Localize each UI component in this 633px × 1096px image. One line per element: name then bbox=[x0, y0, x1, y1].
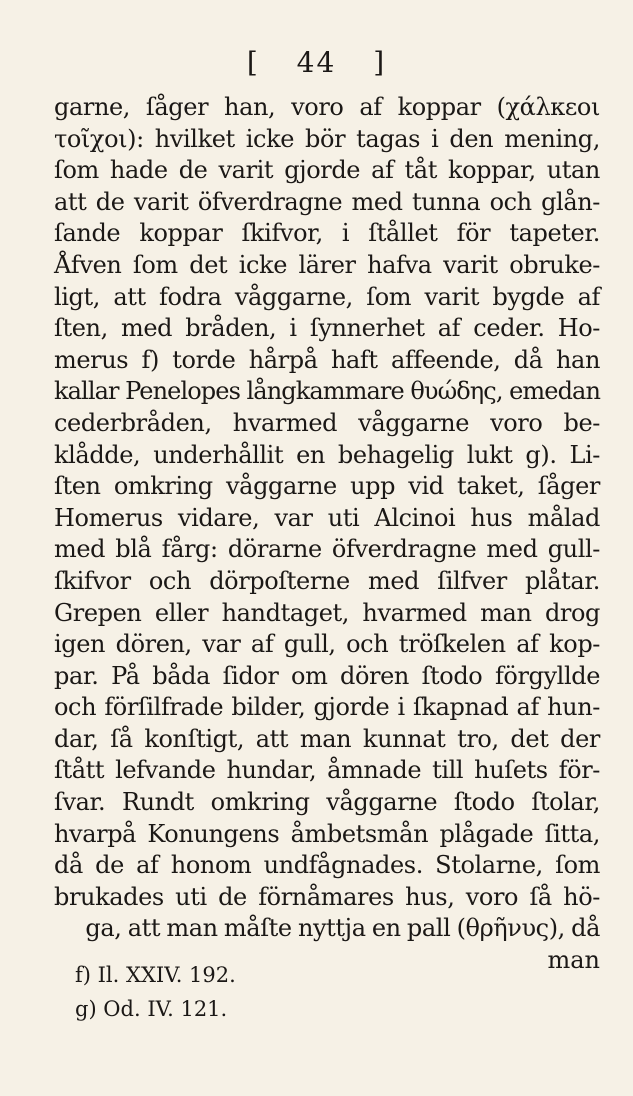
text-line: ſtått lefvande hundar, åmnade till huſets för- bbox=[54, 756, 600, 785]
text-line: dar, ſå konſtigt, att man kunnat tro, det der bbox=[54, 724, 600, 753]
footnote: g) Od. IV. 121. bbox=[75, 997, 228, 1021]
text-line: ſvar. Rundt omkring våggarne ſtodo ſtolar, bbox=[54, 788, 600, 817]
text-line: Homerus vidare, var uti Alcinoi hus målad bbox=[54, 503, 600, 532]
text-line: ligt, att fodra våggarne, ſom varit bygde af bbox=[54, 282, 600, 311]
page-number: [ 44 ] bbox=[246, 46, 387, 79]
text-line: med blå fårg: dörarne öfverdragne med gull- bbox=[54, 535, 600, 564]
footnote: f) Il. XXIV. 192. bbox=[75, 963, 236, 987]
text-line: cederbråden, hvarmed våggarne voro be- bbox=[54, 408, 600, 437]
text-line: merus f) torde hårpå haft affeende, då han bbox=[54, 345, 600, 374]
text-line: ſkifvor och dörpoſterne med ſilfver plåtar. bbox=[54, 566, 600, 595]
text-line: då de af honom undfågnades. Stolarne, ſom bbox=[54, 851, 600, 880]
text-line: Åfven ſom det icke lärer hafva varit obruke- bbox=[54, 250, 600, 279]
text-line: garne, ſåger han, voro af koppar (χάλκεοι bbox=[54, 93, 600, 121]
text-line: klådde, underhållit en behagelig lukt g). Li- bbox=[54, 440, 600, 469]
body-text bbox=[54, 92, 600, 975]
text-line: kallar Penelopes långkammare θυώδης, emedan bbox=[54, 377, 600, 406]
text-line: brukades uti de förnåmares hus, voro ſå hö- bbox=[54, 882, 600, 911]
footnotes bbox=[75, 958, 236, 1026]
text-line: τοῖχοι): hvilket icke bör tagas i den mening, bbox=[54, 124, 600, 153]
text-line: igen dören, var af gull, och tröſkelen af kop- bbox=[54, 630, 600, 659]
text-line: ga, att man måſte nyttja en pall (θρῆνυς), då bbox=[85, 914, 600, 943]
text-line: och förſilfrade bilder, gjorde i ſkapnad af hun- bbox=[54, 693, 600, 722]
text-line: hvarpå Konungens åmbetsmån plågade ſitta, bbox=[54, 819, 600, 848]
text-line: ſten, med bråden, i ſynnerhet af ceder. Ho- bbox=[54, 314, 600, 343]
text-line: Grepen eller handtaget, hvarmed man drog bbox=[54, 598, 600, 627]
text-line: ſom hade de varit gjorde af tåt koppar, utan bbox=[54, 156, 600, 185]
text-line: par. På båda ſidor om dören ſtodo förgyllde bbox=[54, 661, 600, 690]
catchword: man bbox=[547, 946, 600, 975]
text-line: ſande koppar ſkifvor, i ſtållet för tapeter. bbox=[54, 219, 600, 248]
text-line: att de varit öfverdragne med tunna och glån- bbox=[54, 187, 600, 216]
text-line: ſten omkring våggarne upp vid taket, ſåger bbox=[54, 472, 600, 501]
